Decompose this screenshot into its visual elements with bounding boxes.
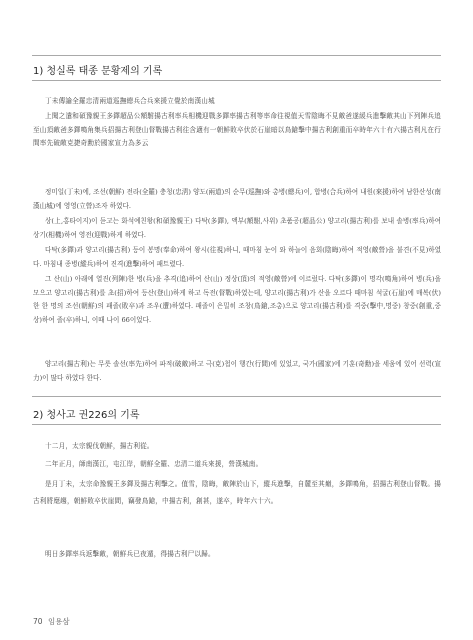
section-2-line-3: 是月丁未，太宗命豫親王多鐸及揚古利擊之。值雪，陰晦，敵陣於山下，縱兵進擊，自麓至其巔，多鐸鳴角，招揚古利登山督戰。揚古利將麾趨，朝鮮敗卒伏崖間，竊發鳥鎗，中揚古利，創甚，遂卒，時年六十六。 xyxy=(33,480,441,505)
page-number: 70 xyxy=(33,617,43,626)
section-1-chinese-line-1: 丁未傳諭全羅忠清兩道巡撫總兵合兵來援立覺於南漢山城 xyxy=(45,97,215,105)
section-1-korean-para-3: 다탁(多鐸)과 양고리(揚古利) 등이 봉명(奉命)하여 왕시(往視)하니, 때마침 눈이 와 하늘이 음회(陰晦)하여 적영(敵營)을 불견(不見)하였다. 마침내 종병(縱兵)하여 진격(進擊)하여 패트렸다. xyxy=(33,246,441,268)
section-2-title: 2) 청사고 권226의 기록 xyxy=(33,410,140,421)
author-name: 임용삼 xyxy=(47,617,70,626)
section-1-korean-para-5: 양고리(揚古利)는 무릇 솔선(率先)하여 파적(破敵)하고 극(克)첩이 행간(行間)에 있었고, 국가(國家)에 기훈(奇勳)을 세움에 있어 선력(宣力)이 많다 하였다 한다. xyxy=(33,360,441,382)
section-2-line-1: 十二月，太宗親伐朝鮮，揚古利從。 xyxy=(45,442,154,450)
section-2-line-2: 二年正月，師南漢江，屯江岸，朝鮮全羅、忠清二道兵來援，營漢城南。 xyxy=(45,460,263,468)
section-2-top-rule xyxy=(32,396,441,397)
section-1-chinese-body: 上聞之遣和碩豫親王多鐸超品公額駙揚古利率兵相機迎戰多鐸率揚古利等率命往視值天雪陰晦不見敵爸遂緩兵進擊敵其山下列陣兵追至山頂敵爸多鐸鳴角集兵招揚古利登山督戰揚古利往含適有一朝鮮敗卒伏於石崖暗以鳥鎗擊中揚古利創重而卒時年六十有六揚古利凡在行間率先破敵克捷奇勳於國家宣力為多云 xyxy=(33,112,441,148)
section-2-line-4: 明日多鐸率兵返擊敵，朝鮮兵已夜遁，得揚古利尸以歸。 xyxy=(45,550,215,558)
page-footer xyxy=(33,616,70,627)
section-1-korean-para-4: 그 산(山) 아래에 열진(列陣)한 병(兵)을 추격(追)하여 산(山) 정상(頂)의 적영(敵營)에 이르렀다. 다탁(多鐸)이 명각(鳴角)하여 병(兵)을 모으고 양고리(揚古利)를 초(招)하여 등산(登山)하게 하고 독전(督戰)하였는데, 양고리(揚古利)가 산을 오르다 때마침 석굴(石崖)에 매복(伏)한 한 명의 조선(朝鮮)의 패졸(敗卒)과 조우(遭)하였다. 패졸이 은밀히 조창(鳥鎗,조총)으로 양고리(揚古利)를 격중(擊中,명중) 창중(創重,중상)하여 졸(卒)하니, 이때 나이 66이었다. xyxy=(33,275,441,325)
section-1-title-rule xyxy=(32,80,441,81)
section-2-title-rule xyxy=(32,424,441,425)
section-1-korean-para-2: 상(上,홍타이지)이 듣고는 화석예친왕(和碩豫親王) 다탁(多鐸), 액부(額駙,사위) 초품공(超品公) 양고리(揚古利)를 보내 솔병(率兵)하여 상기(相機)하여 영전(迎戰)하게 하였다. xyxy=(33,217,441,239)
top-rule xyxy=(32,55,441,56)
section-1-title: 1) 청실록 태종 문황제의 기록 xyxy=(33,66,163,77)
section-1-korean-para-1: 정미일(丁未)에, 조선(朝鮮) 전라(全羅) 충청(忠淸) 양도(兩道)의 순무(巡撫)와 총병(總兵)이, 합병(合兵)하여 내원(來援)하여 남한산성(南漢山城)에 영영(立營)조자 하였다. xyxy=(33,188,441,210)
